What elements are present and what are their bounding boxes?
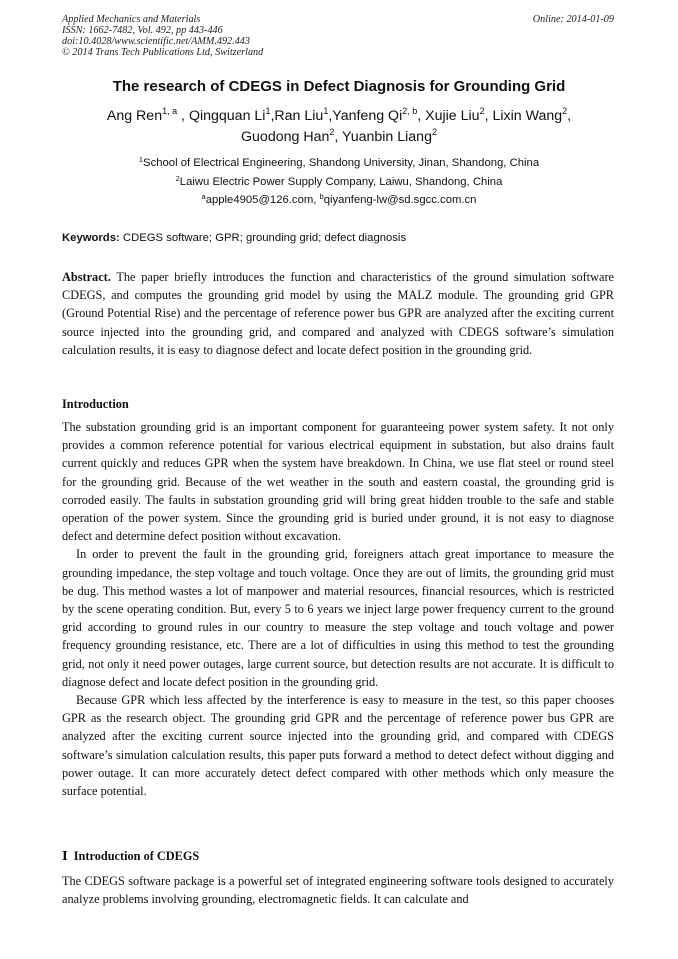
- author-affiliation-mark: 2: [562, 106, 568, 116]
- author-list: Ang Ren$^{1, a}$ , Qingquan Li$^1$,Ran Liu$^1$,Yanfeng Qi$^{2, b}$, Xujie Liu$^2$, Lixin Wang$^2$, Guodong Han$^2$, Yuanbin Liang$^2$: [106, 106, 572, 145]
- author-name: Yanfeng Qi: [332, 108, 403, 124]
- author-name: Xujie Liu: [425, 108, 480, 124]
- author-name: Ran Liu: [274, 108, 324, 124]
- author-affiliation-mark: 1: [323, 106, 329, 116]
- author-affiliation-mark: 1, a: [162, 106, 178, 116]
- doi-line: doi:10.4028/www.scientific.net/AMM.492.443: [62, 36, 250, 47]
- keywords-label: Keywords:: [62, 232, 120, 244]
- affiliation-2: $^2$Laiwu Electric Power Supply Company, Laiwu, Shandong, China: [175, 174, 503, 188]
- copyright-line: © 2014 Trans Tech Publications Ltd, Switzerland: [62, 47, 264, 58]
- author-affiliation-mark: 2: [329, 127, 335, 137]
- author-name: Lixin Wang: [492, 108, 563, 124]
- paragraph: The substation grounding grid is an important component for guaranteeing power system safety. It not only provides a common reference potential for various electrical equipment in substation, but also drains fault current quickly and reduces GPR when the system have breakdown. In China, we use flat steel or round steel for the grounding grid. Because of the wet weather in the south and eastern coastal, the grounding grid is corroded easily. The faults in substation grounding grid will bring great hidden trouble to the safe and stable operation of the power system. Since the grounding grid is buried under ground, it is not easy to diagnose defect and determine defect position without excavation.: [62, 420, 614, 544]
- paper-title: The research of CDEGS in Defect Diagnosis for Grounding Grid: [112, 78, 566, 95]
- keywords-text: CDEGS software; GPR; grounding grid; defect diagnosis: [122, 232, 407, 244]
- section-numeral: Ⅰ: [62, 849, 68, 863]
- author-name: Ang Ren: [106, 108, 163, 124]
- affiliation-1: $^1$School of Electrical Engineering, Shandong University, Jinan, Shandong, China: [138, 155, 540, 169]
- author-name: Yuanbin Liang: [342, 129, 432, 145]
- abstract: [62, 268, 614, 359]
- online-date: Online: 2014-01-09: [532, 14, 614, 25]
- author-emails: $^a$apple4905@126.com, $^b$qiyanfeng-lw@sd.sgcc.com.cn: [201, 192, 477, 206]
- author-name: Guodong Han: [241, 129, 330, 145]
- section-heading-introduction: Introduction: [62, 397, 129, 411]
- issn-line: ISSN: 1662-7482, Vol. 492, pp 443-446: [62, 25, 223, 36]
- cdegs-body: [62, 872, 614, 908]
- introduction-body: [62, 418, 614, 800]
- author-affiliation-mark: 2: [431, 127, 437, 137]
- abstract-text: The paper briefly introduces the function and characteristics of the ground simulation software CDEGS, and computes the grounding grid model by using the MALZ module. The grounding grid GPR (Ground Potential Rise) and the percentage of reference power bus GPR are analyzed after the exciting current source injected into the grounding grid, and compared and analyzed with CDEGS software’s simulation calculation results, it is easy to diagnose defect and locate defect position in the grounding grid.: [62, 270, 614, 357]
- paragraph: Because GPR which less affected by the interference is easy to measure in the test, so this paper chooses GPR as the research object. The grounding grid GPR and the percentage of reference power bus GPR are analyzed after the exciting current source injected into the grounding grid, and compared with CDEGS software’s simulation calculation results, this paper puts forward a method to detect defect without digging and power outage. It can more accurately detect defect compared with other methods which only measure the surface potential.: [62, 693, 614, 799]
- paragraph: The CDEGS software package is a powerful set of integrated engineering software tools designed to accurately analyze problems involving grounding, electromagnetic fields. It can calculate and: [62, 874, 614, 907]
- author-affiliation-mark: 2: [479, 106, 485, 116]
- abstract-label: Abstract.: [62, 270, 111, 284]
- publication-info: [62, 14, 263, 58]
- author-affiliation-mark: 1: [265, 106, 271, 116]
- author-name: Qingquan Li: [188, 108, 266, 124]
- journal-name: Applied Mechanics and Materials: [62, 14, 201, 25]
- author-affiliation-mark: 2, b: [402, 106, 418, 116]
- email-link[interactable]: apple4905@126.com: [205, 194, 314, 206]
- section-heading-cdegs: Ⅰ Introduction of CDEGS: [62, 849, 200, 863]
- email-link[interactable]: qiyanfeng-lw@sd.sgcc.com.cn: [323, 194, 477, 206]
- keywords: [62, 231, 406, 245]
- paragraph: In order to prevent the fault in the grounding grid, foreigners attach great importance to measure the grounding impedance, the step voltage and touch voltage. Once they are out of limits, the grounding grid must be dug. This method wastes a lot of manpower and material resources, financial resources, which is restricted by the scene operating condition. But, every 5 to 6 years we inject large power frequency current to the ground grid according to ground rules in our country to measure the step voltage and touch voltage and power frequency grounding resistance, etc. There are a lot of difficulties in using this method to test the grounding grid, not only it need power outages, large current source, but detection results are not accurate. It is difficult to diagnose defect and locate defect position in the grounding grid.: [62, 547, 614, 689]
